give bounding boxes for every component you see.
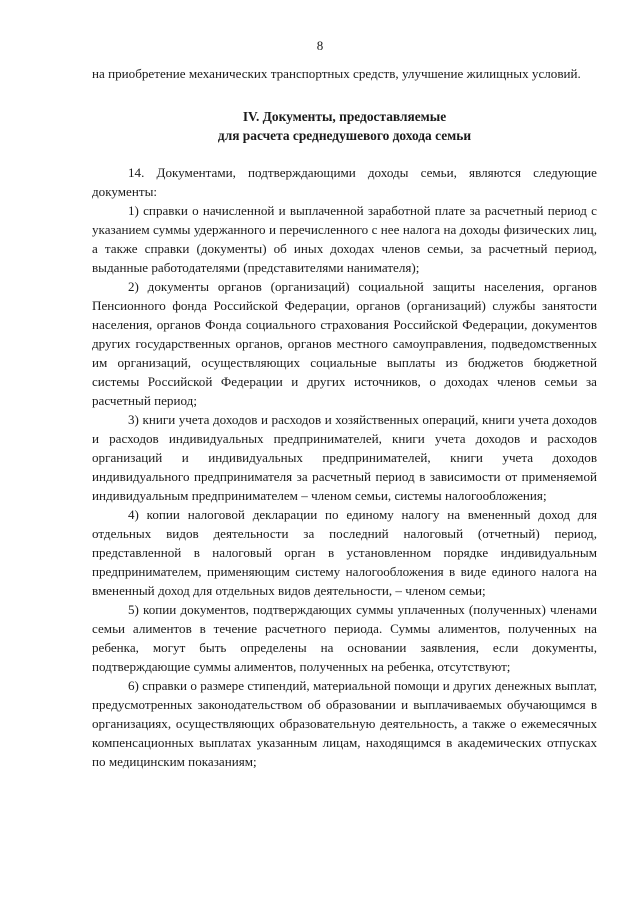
list-item-5: 5) копии документов, подтверждающих суммы уплаченных (полученных) членами семьи алиментов в течение расчетного периода. Суммы алиментов, полученных на ребенка, могут быть определены на основании заявления, если документы, подтверждающие суммы алиментов, полученных на ребенка, отсутствуют;: [92, 602, 597, 674]
page-number: 8: [316, 38, 324, 53]
paragraph-14: 14. Документами, подтверждающими доходы семьи, являются следующие документы:: [92, 165, 597, 199]
list-item-4: 4) копии налоговой декларации по единому налогу на вмененный доход для отдельных видов деятельности за последний налоговый (отчетный) период, представленной в налоговый орган в установленном порядке индивидуальным предпринимателем, применяющим систему налогообложения в виде единого налога на вмененный доход для отдельных видов деятельности, – членом семьи;: [92, 507, 597, 598]
section-title-line-1: IV. Документы, предоставляемые: [242, 109, 447, 124]
list-item-1: 1) справки о начисленной и выплаченной заработной плате за расчетный период с указанием суммы удержанного и перечисленного с нее налога на доходы физических лиц, а также справки (документы) об иных доходах членов семьи, за расчетный период, выданные работодателями (представителями нанимателя);: [92, 203, 597, 275]
list-item-2: 2) документы органов (организаций) социальной защиты населения, органов Пенсионного фонда Российской Федерации, органов (организаций) службы занятости населения, органов Фонда социального страхования Российской Федерации, документов других государственных органов, органов местного самоуправления, подведомственных им организаций, осуществляющих социальные выплаты из бюджетов бюджетной системы Российской Федерации и других источников, о доходах членов семьи за расчетный период;: [92, 279, 597, 408]
list-item-6: 6) справки о размере стипендий, материальной помощи и других денежных выплат, предусмотренных законодательством об образовании и выплачиваемых обучающимся в организациях, осуществляющих образовательную деятельность, а также о ежемесячных компенсационных выплатах указанным лицам, находящимся в академических отпусках по медицинским показаниям;: [92, 678, 597, 769]
section-heading: [92, 107, 597, 145]
continuation-paragraph: на приобретение механических транспортных средств, улучшение жилищных условий.: [92, 66, 581, 81]
list-item-3: 3) книги учета доходов и расходов и хозяйственных операций, книги учета доходов и расходов индивидуальных предпринимателей, книги учета доходов и расходов организаций и индивидуальных предпринимателей, книги учета доходов индивидуального предпринимателя за расчетный период в зависимости от применяемой индивидуальным предпринимателем – членом семьи, системы налогообложения;: [92, 412, 597, 503]
document-body: [92, 64, 597, 771]
section-title-line-2: для расчета среднедушевого дохода семьи: [217, 128, 472, 143]
